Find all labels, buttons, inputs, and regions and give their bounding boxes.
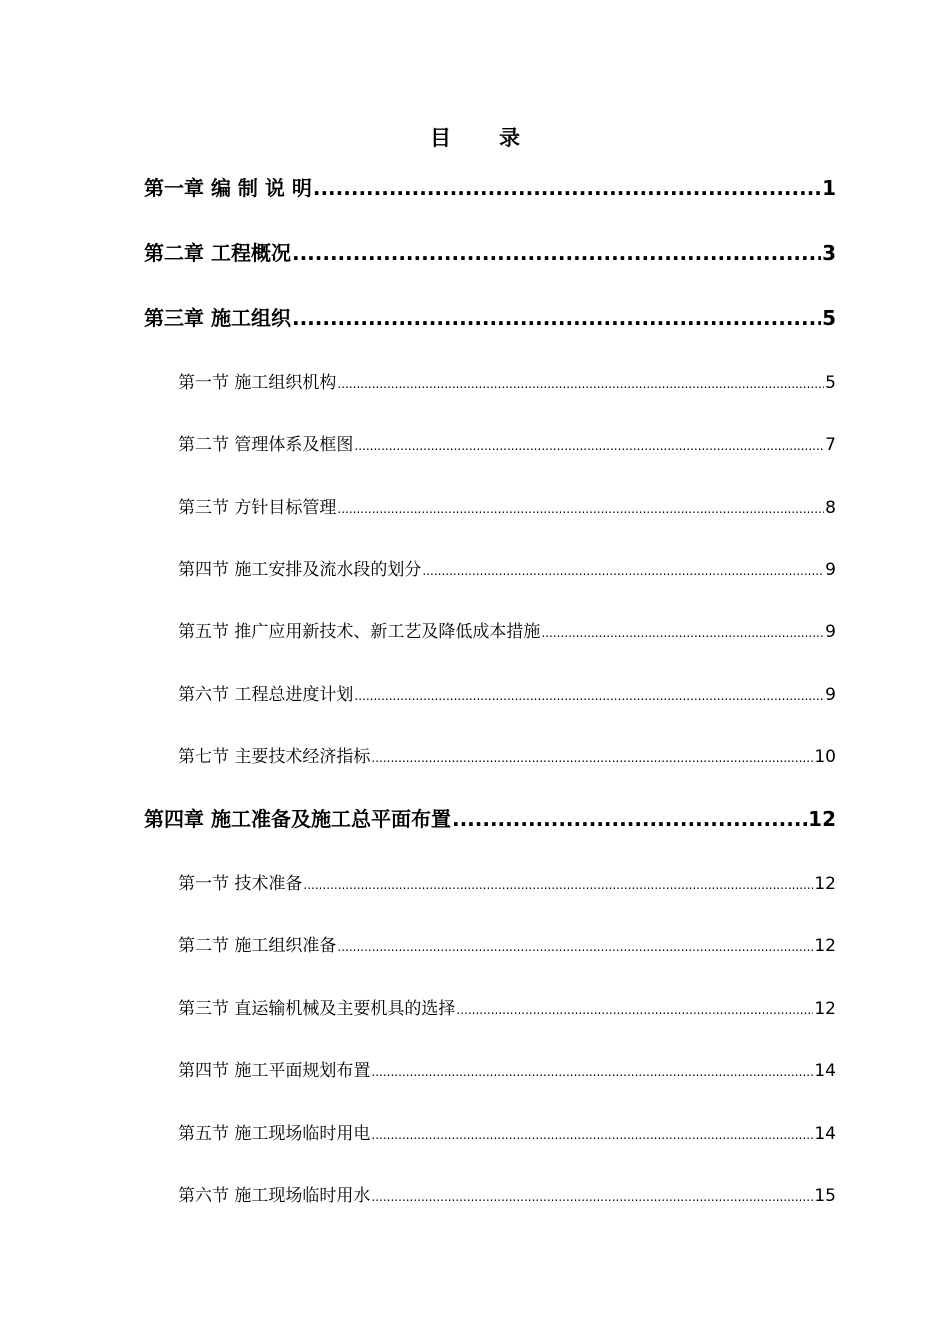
- toc-entry-text: 第一节 施工组织机构: [178, 373, 337, 393]
- toc-entry-text: 第三节 方针目标管理: [178, 498, 337, 518]
- dot-leader: [313, 176, 821, 200]
- toc-entry-text: 第四节 施工安排及流水段的划分: [178, 560, 422, 580]
- dot-leader: [354, 435, 824, 455]
- dot-leader: [541, 622, 824, 642]
- dot-leader: [452, 807, 807, 831]
- toc-entry-page: 9: [825, 685, 836, 705]
- toc-entry-chapter-3[interactable]: [144, 302, 836, 331]
- dot-leader: [456, 999, 813, 1019]
- toc-entry-text: 第七节 主要技术经济指标: [178, 747, 371, 767]
- toc-entry-section-4-5[interactable]: [178, 1119, 836, 1144]
- toc-entry-section-3-5[interactable]: [178, 617, 836, 642]
- dot-leader: [371, 1061, 813, 1081]
- dot-leader: [354, 685, 824, 705]
- toc-entry-chapter-4[interactable]: [144, 803, 836, 832]
- toc-entry-section-3-1[interactable]: [178, 368, 836, 393]
- toc-entry-text: 第一节 技术准备: [178, 874, 303, 894]
- toc-entry-page: 3: [822, 241, 836, 265]
- toc-entry-text: 第五节 施工现场临时用电: [178, 1124, 371, 1144]
- dot-leader: [422, 560, 824, 580]
- toc-entry-page: 12: [814, 936, 836, 956]
- toc-entry-section-4-2[interactable]: [178, 931, 836, 956]
- toc-entry-section-3-3[interactable]: [178, 493, 836, 518]
- toc-entry-text: 第四章 施工准备及施工总平面布置: [144, 807, 451, 831]
- toc-entry-text: 第二节 管理体系及框图: [178, 435, 354, 455]
- toc-title: [0, 122, 950, 152]
- dot-leader: [371, 1124, 813, 1144]
- toc-entry-page: 1: [822, 176, 836, 200]
- toc-entry-page: 14: [814, 1061, 836, 1081]
- toc-entry-section-4-4[interactable]: [178, 1056, 836, 1081]
- toc-entry-page: 12: [808, 807, 836, 831]
- toc-entry-page: 9: [825, 622, 836, 642]
- dot-leader: [292, 241, 821, 265]
- toc-entry-section-3-7[interactable]: [178, 742, 836, 767]
- toc-title-char-1: 目: [430, 126, 451, 150]
- toc-entry-page: 12: [814, 999, 836, 1019]
- dot-leader: [337, 498, 824, 518]
- toc-entry-text: 第五节 推广应用新技术、新工艺及降低成本措施: [178, 622, 541, 642]
- toc-entry-chapter-2[interactable]: [144, 237, 836, 266]
- toc-entry-text: 第三节 直运输机械及主要机具的选择: [178, 999, 456, 1019]
- toc-entry-text: 第二节 施工组织准备: [178, 936, 337, 956]
- dot-leader: [371, 1186, 813, 1206]
- toc-entry-page: 8: [825, 498, 836, 518]
- toc-entry-chapter-1[interactable]: [144, 172, 836, 201]
- toc-entry-page: 9: [825, 560, 836, 580]
- toc-entry-page: 5: [822, 306, 836, 330]
- toc-entry-section-3-2[interactable]: [178, 430, 836, 455]
- toc-entry-page: 10: [814, 747, 836, 767]
- toc-entry-page: 15: [814, 1186, 836, 1206]
- toc-entry-page: 7: [825, 435, 836, 455]
- dot-leader: [337, 936, 813, 956]
- toc-entry-section-4-3[interactable]: [178, 994, 836, 1019]
- toc-entry-text: 第六节 施工现场临时用水: [178, 1186, 371, 1206]
- toc-entry-text: 第一章 编 制 说 明: [144, 176, 312, 200]
- toc-entry-page: 14: [814, 1124, 836, 1144]
- dot-leader: [371, 747, 813, 767]
- toc-entry-text: 第六节 工程总进度计划: [178, 685, 354, 705]
- dot-leader: [303, 874, 813, 894]
- toc-entry-page: 5: [825, 373, 836, 393]
- toc-entry-page: 12: [814, 874, 836, 894]
- toc-entry-section-3-6[interactable]: [178, 680, 836, 705]
- dot-leader: [337, 373, 824, 393]
- toc-entry-text: 第四节 施工平面规划布置: [178, 1061, 371, 1081]
- toc-entry-text: 第二章 工程概况: [144, 241, 291, 265]
- dot-leader: [292, 306, 821, 330]
- toc-entry-text: 第三章 施工组织: [144, 306, 291, 330]
- toc-entry-section-3-4[interactable]: [178, 555, 836, 580]
- toc-entry-section-4-1[interactable]: [178, 869, 836, 894]
- toc-title-char-2: 录: [499, 126, 520, 150]
- toc-entry-section-4-6[interactable]: [178, 1181, 836, 1206]
